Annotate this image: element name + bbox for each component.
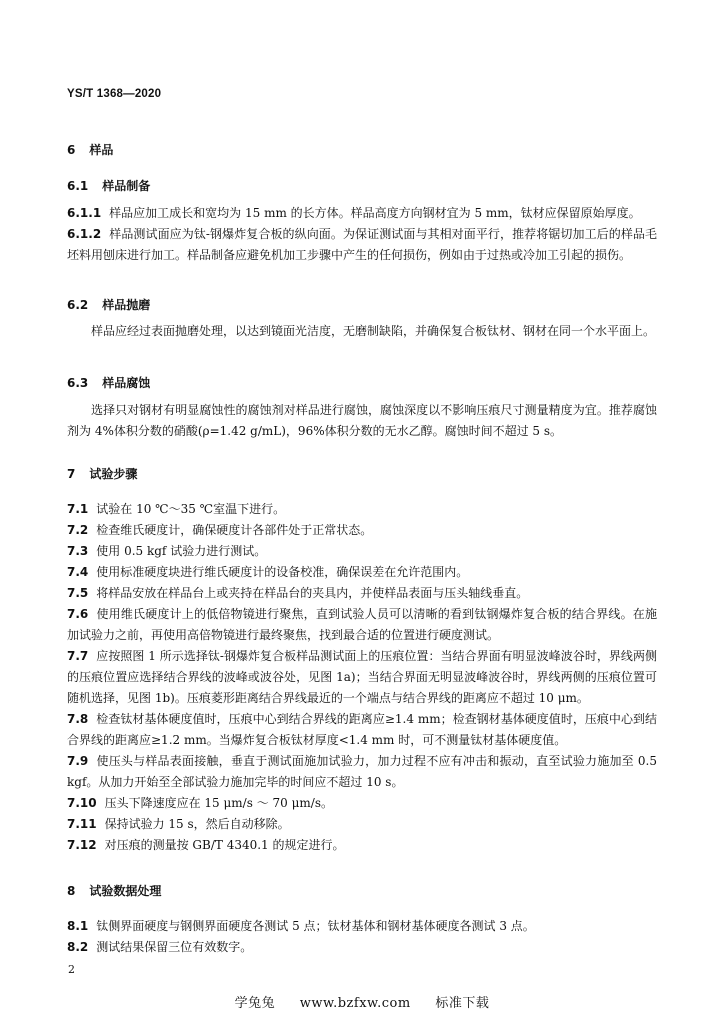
section-7-clauses xyxy=(67,499,657,856)
clause-number: 8.2 xyxy=(67,940,89,954)
clause-text: 压头下降速度应在 15 μm/s ～ 70 μm/s。 xyxy=(104,796,333,810)
section-title: 试验数据处理 xyxy=(89,884,162,898)
section-6-1-heading xyxy=(67,176,657,197)
section-number: 6 xyxy=(67,143,76,157)
footer-site-name: 学兔兔 xyxy=(234,996,276,1011)
clause-number: 6.1.1 xyxy=(67,206,102,220)
clause-text: 样品应加工成长和宽均为 15 mm 的长方体。样品高度方向钢材宜为 5 mm，钛材应保留原始厚度。 xyxy=(109,206,641,220)
footer-slogan: 标准下载 xyxy=(435,996,490,1011)
clause-number: 7.11 xyxy=(67,817,97,831)
section-6-2-heading xyxy=(67,295,657,316)
section-8-clauses xyxy=(67,916,657,958)
clause-text: 钛侧界面硬度与钢侧界面硬度各测试 5 点；钛材基体和钢材基体硬度各测试 3 点。 xyxy=(96,919,535,933)
clause-number: 7.7 xyxy=(67,649,89,663)
section-title: 样品 xyxy=(89,143,114,157)
clause-8-1 xyxy=(67,916,657,937)
clause-number: 7.6 xyxy=(67,607,89,621)
clause-8-2 xyxy=(67,937,657,958)
clause-7-9 xyxy=(67,751,657,793)
section-6-heading xyxy=(67,140,657,161)
section-number: 7 xyxy=(67,467,76,481)
section-number: 6.1 xyxy=(67,179,89,193)
section-6-3-heading xyxy=(67,373,657,394)
clause-text: 使压头与样品表面接触，垂直于测试面施加试验力，加力过程不应有冲击和振动，直至试验力施加至 0.5 kgf。从加力开始至全部试验力施加完毕的时间应不超过 10 s。 xyxy=(67,754,657,789)
clause-number: 7.9 xyxy=(67,754,89,768)
clause-7-1 xyxy=(67,499,657,520)
clause-6-1-1 xyxy=(67,203,657,224)
clause-number: 7.3 xyxy=(67,544,89,558)
clause-number: 7.10 xyxy=(67,796,97,810)
clause-number: 8.1 xyxy=(67,919,89,933)
section-title: 样品制备 xyxy=(102,179,151,193)
clause-text: 使用 0.5 kgf 试验力进行测试。 xyxy=(96,544,267,558)
clause-7-8 xyxy=(67,709,657,751)
clause-text: 样品测试面应为钛-钢爆炸复合板的纵向面。为保证测试面与其相对面平行，推荐将锯切加工后的样品毛坯料用刨床进行加工。样品制备应避免机加工步骤中产生的任何损伤，例如由于过热或冷加工引起的损伤。 xyxy=(67,227,657,262)
section-6-2-text: 样品应经过表面抛磨处理，以达到镜面光洁度，无磨制缺陷，并确保复合板钛材、钢材在同一个水平面上。 xyxy=(91,324,656,338)
footer-url[interactable]: www.bzfxw.com xyxy=(299,996,411,1011)
section-title: 样品抛磨 xyxy=(102,298,151,312)
clause-number: 7.2 xyxy=(67,523,89,537)
clause-text: 检查维氏硬度计，确保硬度计各部件处于正常状态。 xyxy=(96,523,373,537)
clause-number: 7.12 xyxy=(67,838,97,852)
clause-7-3 xyxy=(67,541,657,562)
clause-7-6 xyxy=(67,604,657,646)
clause-text: 测试结果保留三位有效数字。 xyxy=(96,940,253,954)
section-title: 试验步骤 xyxy=(89,467,138,481)
clause-text: 使用维氏硬度计上的低倍物镜进行聚焦，直到试验人员可以清晰的看到钛钢爆炸复合板的结合界线。在施加试验力之前，再使用高倍物镜进行最终聚焦，找到最合适的位置进行硬度测试。 xyxy=(67,607,657,642)
watermark-footer xyxy=(0,992,724,1011)
clause-7-4 xyxy=(67,562,657,583)
page-number: 2 xyxy=(68,963,75,976)
clause-7-7 xyxy=(67,646,657,709)
clause-7-12 xyxy=(67,835,657,856)
clause-text: 保持试验力 15 s，然后自动移除。 xyxy=(104,817,290,831)
clause-number: 7.4 xyxy=(67,565,89,579)
clause-text: 应按照图 1 所示选择钛-钢爆炸复合板样品测试面上的压痕位置：当结合界面有明显波峰波谷时，界线两侧的压痕位置应选择结合界线的波峰或波谷处，见图 1a)；当结合界面无明显波峰波谷时，界线两侧的压痕位置可随机选择，见图 1b)。压痕菱形距离结合界线最近的一个端点与结合界线的距离应不超过 10 μm。 xyxy=(67,649,657,705)
clause-7-5 xyxy=(67,583,657,604)
section-8-heading xyxy=(67,881,657,902)
clause-text: 试验在 10 ℃～35 ℃室温下进行。 xyxy=(96,502,286,516)
clause-7-11 xyxy=(67,814,657,835)
section-7-heading xyxy=(67,464,657,485)
section-6-3-text: 选择只对钢材有明显腐蚀性的腐蚀剂对样品进行腐蚀，腐蚀深度以不影响压痕尺寸测量精度为宜。推荐腐蚀剂为 4%体积分数的硝酸(ρ=1.42 g/mL)，96%体积分数的无水乙醇。腐蚀时间不超过 5 s。 xyxy=(67,403,657,438)
clause-text: 使用标准硬度块进行维氏硬度计的设备校准，确保误差在允许范围内。 xyxy=(96,565,469,579)
clause-number: 7.5 xyxy=(67,586,89,600)
clause-7-10 xyxy=(67,793,657,814)
section-title: 样品腐蚀 xyxy=(102,376,151,390)
clause-number: 7.1 xyxy=(67,502,89,516)
standard-code: YS/T 1368—2020 xyxy=(67,88,162,100)
clause-text: 将样品安放在样品台上或夹持在样品台的夹具内，并使样品表面与压头轴线垂直。 xyxy=(96,586,529,600)
clause-number: 6.1.2 xyxy=(67,227,102,241)
clause-6-1-2 xyxy=(67,224,657,266)
section-number: 6.2 xyxy=(67,298,89,312)
section-number: 8 xyxy=(67,884,76,898)
clause-7-2 xyxy=(67,520,657,541)
clause-number: 7.8 xyxy=(67,712,89,726)
clause-text: 对压痕的测量按 GB/T 4340.1 的规定进行。 xyxy=(104,838,345,852)
clause-text: 检查钛材基体硬度值时，压痕中心到结合界线的距离应≥1.4 mm；检查钢材基体硬度值时，压痕中心到结合界线的距离应≥1.2 mm。当爆炸复合板钛材厚度<1.4 mm 时，可不测量钛材基体硬度值。 xyxy=(67,712,657,747)
section-number: 6.3 xyxy=(67,376,89,390)
